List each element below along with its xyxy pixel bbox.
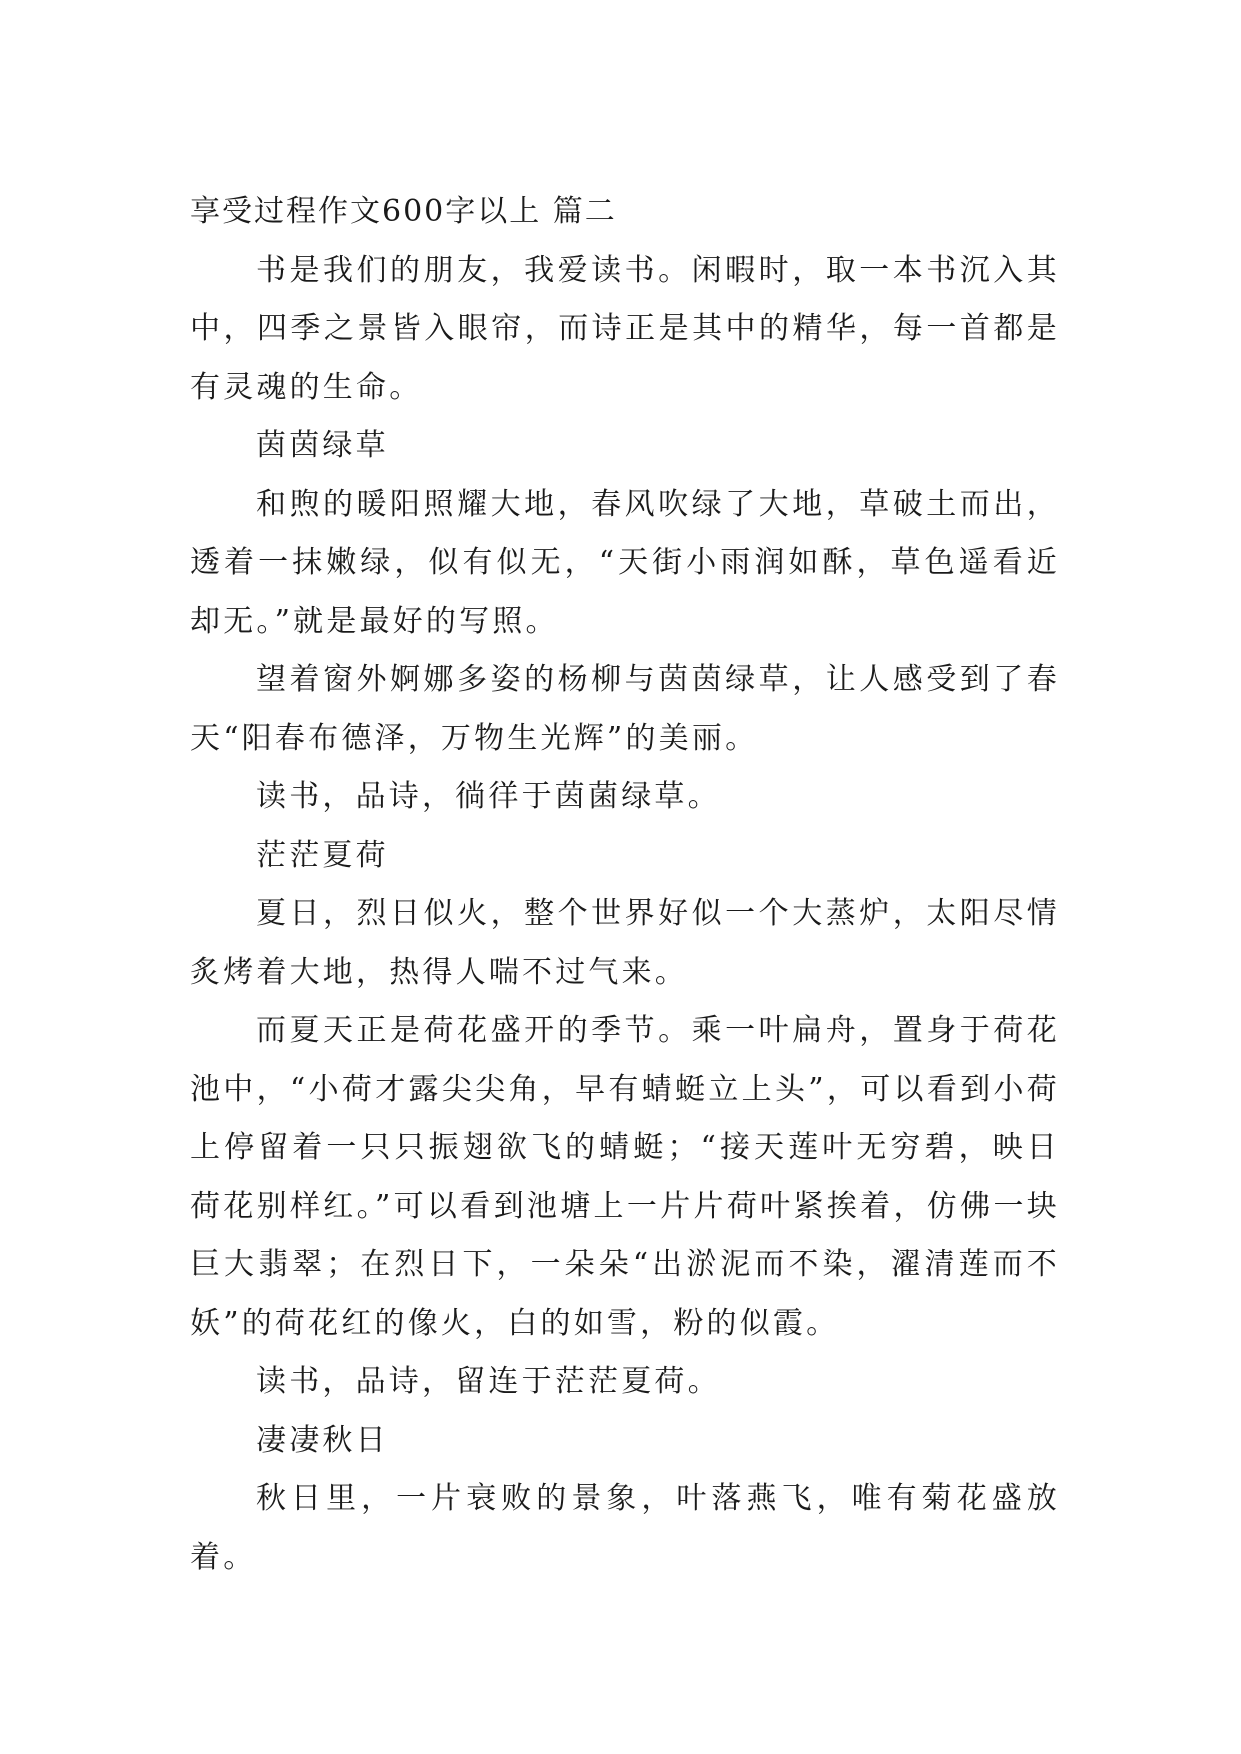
section-heading-spring: 茵茵绿草 [256,428,389,463]
document-title: 享受过程作文600字以上 篇二 [190,194,617,229]
paragraph-spring-2: 望着窗外婀娜多姿的杨柳与茵茵绿草，让人感受到了春天“阳春布德泽，万物生光辉”的美丽。 [190,662,1060,756]
paragraph-intro: 书是我们的朋友，我爱读书。闲暇时，取一本书沉入其中，四季之景皆入眼帘，而诗正是其中的精华，每一首都是有灵魂的生命。 [190,252,1060,405]
paragraph-summer-3: 读书，品诗，留连于茫茫夏荷。 [256,1364,721,1399]
section-heading-autumn: 凄凄秋日 [256,1422,389,1458]
paragraph-summer-1: 夏日，烈日似火，整个世界好似一个大蒸炉，太阳尽情炙烤着大地，热得人喘不过气来。 [190,896,1060,990]
document-body [190,183,1060,1587]
paragraph-autumn-1: 秋日里，一片衰败的景象，叶落燕飞，唯有菊花盛放着。 [190,1481,1060,1575]
paragraph-summer-2: 而夏天正是荷花盛开的季节。乘一叶扁舟，置身于荷花池中，“小荷才露尖尖角，早有蜻蜓立上头”，可以看到小荷上停留着一只只振翅欲飞的蜻蜓；“接天莲叶无穷碧，映日荷花别样红。”可以看到池塘上一片片荷叶紧挨着，仿佛一块巨大翡翠；在烈日下，一朵朵“出淤泥而不染，濯清莲而不妖”的荷花红的像火，白的如雪，粉的似霞。 [190,1013,1060,1341]
paragraph-spring-1: 和煦的暖阳照耀大地，春风吹绿了大地，草破土而出，透着一抹嫩绿，似有似无，“天街小雨润如酥，草色遥看近却无。”就是最好的写照。 [190,486,1060,639]
section-heading-summer: 茫茫夏荷 [256,837,389,873]
paragraph-spring-3: 读书，品诗，徜徉于茵菌绿草。 [256,779,721,814]
